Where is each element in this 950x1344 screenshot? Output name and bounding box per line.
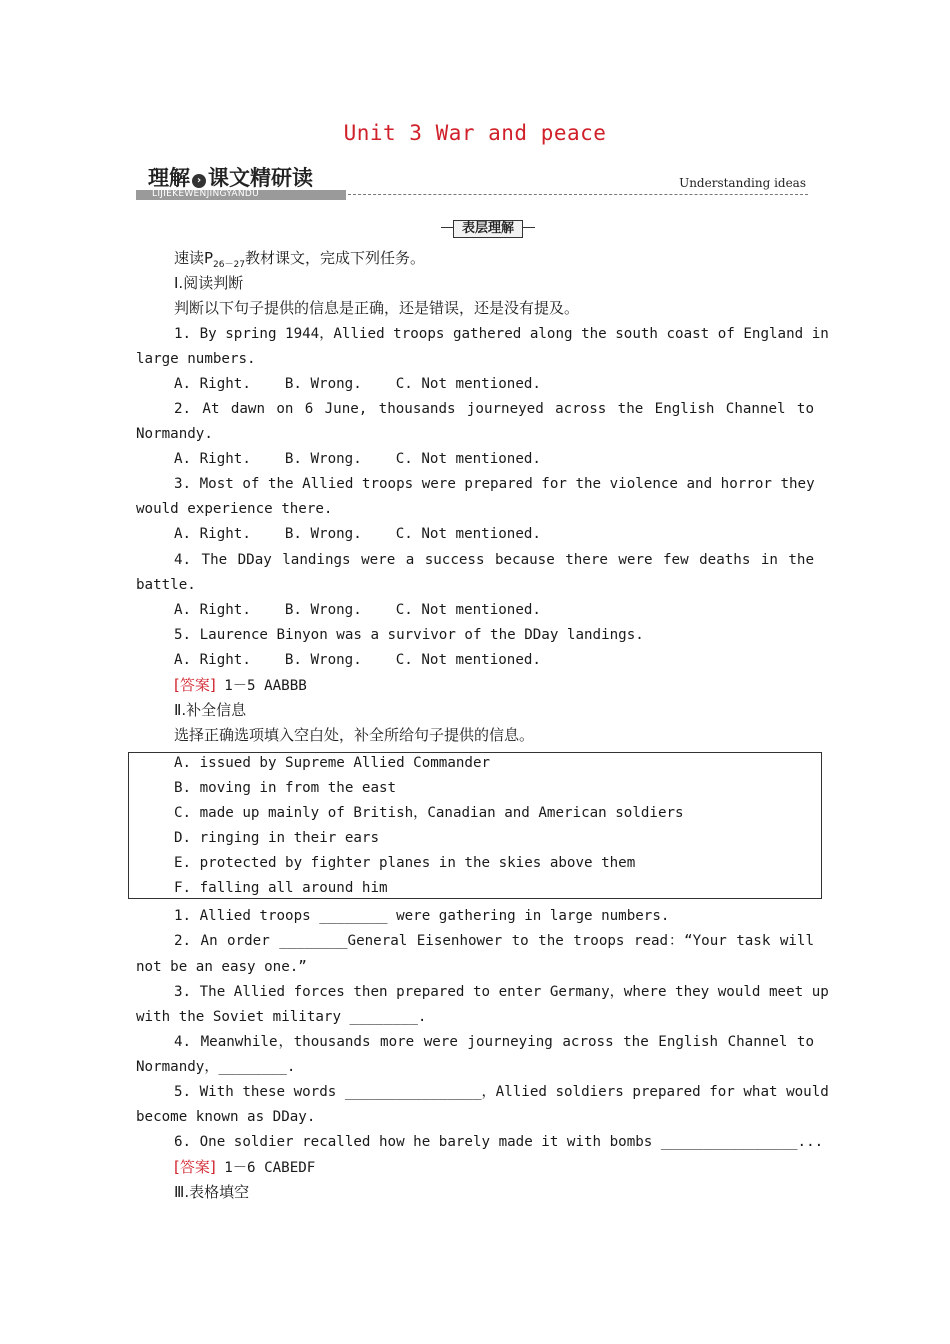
part2-heading: Ⅱ.补全信息 [174, 701, 247, 719]
answer-text: 1－5 AABBB [215, 678, 307, 694]
q2-line2: Normandy. [136, 426, 213, 442]
part2-instruction: 选择正确选项填入空白处，补全所给句子提供的信息。 [174, 726, 535, 744]
s4-line1: 4. Meanwhile，thousands more were journeying across the English Channel to [174, 1034, 814, 1050]
q1-options: A. Right. B. Wrong. C. Not mentioned. [174, 376, 541, 392]
arrow-icon: › [192, 174, 206, 188]
part1-answer [174, 675, 307, 696]
s3-line1: 3. The Allied forces then prepared to enter Germany，where they would meet up [174, 984, 829, 1000]
q3-line2: would experience there. [136, 501, 333, 517]
answer-tag: [答案] [174, 1158, 216, 1176]
q5-line1: 5. Laurence Binyon was a survivor of the DDay landings. [174, 627, 644, 643]
banner-divider [348, 194, 808, 195]
s4-line2: Normandy，________. [136, 1059, 296, 1075]
section-tag [441, 220, 535, 238]
banner-cn-left: 理解 [148, 166, 190, 190]
banner-strip [136, 190, 346, 200]
part1-instruction: 判断以下句子提供的信息是正确，还是错误，还是没有提及。 [174, 299, 580, 317]
option-f: F. falling all around him [174, 880, 388, 896]
option-b: B. moving in from the east [174, 780, 397, 796]
part3-heading: Ⅲ.表格填空 [174, 1183, 250, 1201]
s2-line2: not be an easy one.” [136, 959, 307, 975]
unit-title: Unit 3 War and peace [343, 121, 607, 145]
answer-text: 1－6 CABEDF [215, 1160, 316, 1176]
q2-line1: 2. At dawn on 6 June, thousands journeyed across the English Channel to [174, 401, 814, 417]
option-a: A. issued by Supreme Allied Commander [174, 755, 491, 771]
q4-line2: battle. [136, 577, 196, 593]
q4-line1: 4. The DDay landings were a success because there were few deaths in the [174, 552, 814, 568]
part2-answer [174, 1157, 315, 1178]
banner-cn-right: 课文精研读 [208, 166, 313, 190]
answer-tag: [答案] [174, 676, 216, 694]
option-d: D. ringing in their ears [174, 830, 379, 846]
s6-line: 6. One soldier recalled how he barely made it with bombs ________________... [174, 1134, 824, 1150]
q2-options: A. Right. B. Wrong. C. Not mentioned. [174, 451, 541, 467]
q1-line2: large numbers. [136, 351, 256, 367]
section-tag-label: 表层理解 [453, 220, 523, 238]
q3-line1: 3. Most of the Allied troops were prepared for the violence and horror they [174, 476, 815, 492]
q3-options: A. Right. B. Wrong. C. Not mentioned. [174, 526, 541, 542]
s3-line2: with the Soviet military ________. [136, 1009, 427, 1025]
banner-en-label: Understanding ideas [679, 176, 806, 190]
q4-options: A. Right. B. Wrong. C. Not mentioned. [174, 602, 541, 618]
option-c: C. made up mainly of British，Canadian and American soldiers [174, 805, 684, 821]
q1-line1: 1. By spring 1944，Allied troops gathered along the south coast of England in [174, 326, 829, 342]
s2-line1: 2. An order ________General Eisenhower to the troops read：“Your task will [174, 933, 814, 949]
section-banner [136, 160, 808, 204]
option-e: E. protected by fighter planes in the skies above them [174, 855, 636, 871]
s5-line2: become known as DDay. [136, 1109, 316, 1125]
s1-line: 1. Allied troops ________ were gathering in large numbers. [174, 908, 670, 924]
s5-line1: 5. With these words ________________，Allied soldiers prepared for what would [174, 1084, 829, 1100]
banner-heading [148, 162, 313, 192]
part1-heading: Ⅰ.阅读判断 [174, 274, 244, 292]
q5-options: A. Right. B. Wrong. C. Not mentioned. [174, 652, 541, 668]
intro-line: 速读$P_{26-27}$教材课文，完成下列任务。 [174, 249, 425, 270]
options-box [128, 752, 822, 899]
banner-pinyin: LIJIEKEWENJINGYANDU [152, 189, 260, 199]
